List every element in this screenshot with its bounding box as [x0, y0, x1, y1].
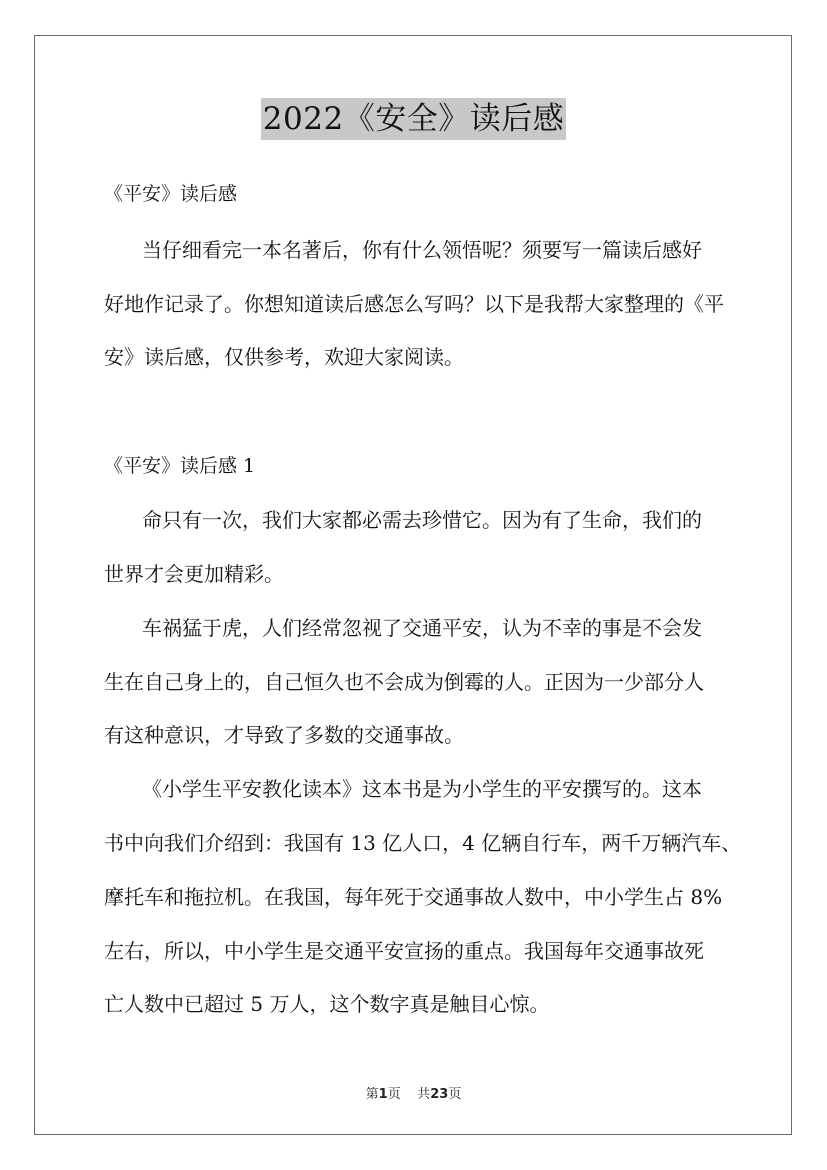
total-pages-label: 共23页: [417, 1087, 462, 1102]
paragraph-line: 车祸猛于虎，人们经常忽视了交通平安，认为不幸的事是不会发: [142, 616, 702, 640]
paragraph-line: 生在自己身上的，自己恒久也不会成为倒霉的人。正因为一少部分人: [104, 670, 704, 694]
paragraph-line: 命只有一次，我们大家都必需去珍惜它。因为有了生命，我们的: [142, 508, 702, 532]
section-heading: 《平安》读后感: [104, 183, 238, 205]
paragraph-line: 世界才会更加精彩。: [104, 562, 284, 586]
paragraph-line: 有这种意识，才导致了多数的交通事故。: [104, 723, 464, 747]
paragraph-line: 书中向我们介绍到：我国有 13 亿人口，4 亿辆自行车，两千万辆汽车、: [104, 831, 742, 855]
paragraph-line: 安》读后感，仅供参考，欢迎大家阅读。: [104, 345, 464, 369]
paragraph-line: 当仔细看完一本名著后，你有什么领悟呢？须要写一篇读后感好: [142, 238, 702, 262]
document-title: 2022《安全》读后感: [0, 98, 827, 140]
paragraph-line: 左右，所以，中小学生是交通平安宣扬的重点。我国每年交通事故死: [104, 939, 704, 963]
page-footer: [0, 1083, 827, 1102]
section-heading: 《平安》读后感 1: [104, 455, 256, 477]
page-number-label: 第1页: [365, 1087, 401, 1102]
paragraph-line: 好地作记录了。你想知道读后感怎么写吗？以下是我帮大家整理的《平: [104, 292, 724, 316]
paragraph-line: 亡人数中已超过 5 万人，这个数字真是触目心惊。: [104, 992, 550, 1016]
paragraph-line: 摩托车和拖拉机。在我国，每年死于交通事故人数中，中小学生占 8%: [104, 885, 723, 909]
paragraph-line: 《小学生平安教化读本》这本书是为小学生的平安撰写的。这本: [142, 777, 702, 801]
